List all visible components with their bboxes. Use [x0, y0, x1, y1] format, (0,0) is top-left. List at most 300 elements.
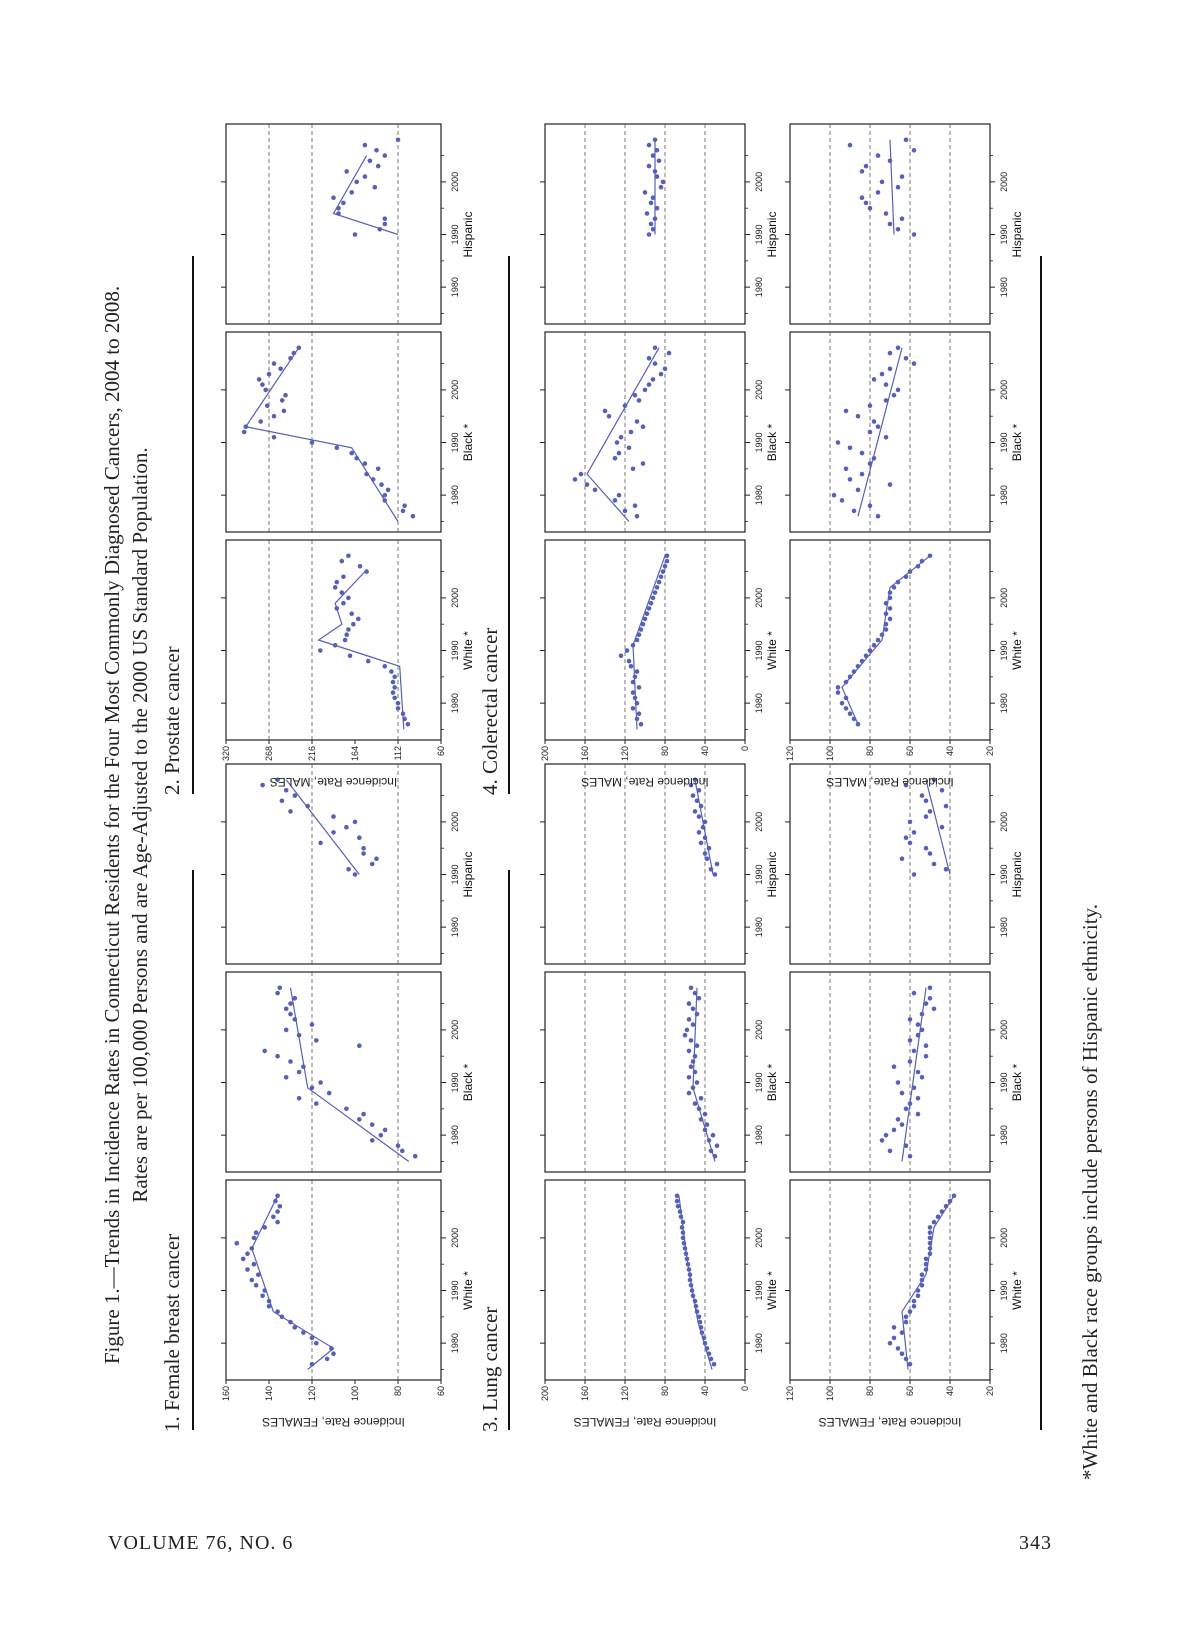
panel-label: White *: [765, 1271, 779, 1310]
panel-colo_f-1: [785, 972, 1024, 1172]
y-tick-label: 60: [436, 746, 446, 757]
data-point: [685, 1257, 690, 1262]
data-point: [844, 467, 849, 472]
data-point: [687, 1267, 692, 1272]
data-point: [916, 1096, 921, 1101]
data-point: [340, 590, 345, 595]
data-point: [336, 206, 341, 211]
data-point: [702, 1336, 707, 1341]
data-point: [836, 685, 841, 690]
data-point: [396, 706, 401, 711]
data-point: [593, 488, 598, 493]
data-point: [627, 659, 632, 664]
data-point: [698, 1320, 703, 1325]
data-point: [301, 1330, 306, 1335]
x-tick-label: 2000: [450, 1019, 460, 1040]
data-point: [880, 372, 885, 377]
data-point: [888, 351, 893, 356]
data-point: [364, 569, 369, 574]
data-point: [693, 1101, 698, 1106]
data-point: [354, 180, 359, 185]
data-point: [908, 1059, 913, 1064]
data-point: [868, 403, 873, 408]
data-point: [635, 701, 640, 706]
panel-breast-0: [221, 1180, 475, 1401]
trend-line: [319, 572, 404, 730]
panel-label: Black *: [765, 423, 779, 462]
data-point: [327, 1091, 332, 1096]
data-point: [908, 1038, 913, 1043]
data-point: [916, 1033, 921, 1038]
data-point: [633, 696, 638, 701]
panel-label: White *: [461, 1271, 475, 1310]
data-point: [647, 232, 652, 237]
panel-lung_f-2: [540, 764, 779, 964]
data-point: [374, 148, 379, 153]
panel-label: White *: [765, 631, 779, 670]
y-tick-label: 80: [865, 1386, 875, 1397]
data-point: [655, 148, 660, 153]
data-point: [250, 1246, 255, 1251]
data-point: [661, 180, 666, 185]
data-point: [892, 1064, 897, 1069]
y-tick-label: 164: [350, 746, 360, 762]
y-tick-label: 100: [825, 746, 835, 762]
data-point: [860, 472, 865, 477]
data-point: [383, 1128, 388, 1133]
y-axis-label: Incidence Rate, MALES: [581, 775, 709, 789]
data-point: [629, 664, 634, 669]
data-point: [647, 164, 652, 169]
data-point: [349, 451, 354, 456]
data-point: [366, 659, 371, 664]
data-point: [631, 690, 636, 695]
data-point: [928, 1246, 933, 1251]
data-point: [343, 638, 348, 643]
data-point: [693, 809, 698, 814]
data-point: [888, 159, 893, 164]
data-point: [928, 1225, 933, 1230]
panel-frame: [226, 972, 441, 1172]
data-point: [383, 493, 388, 498]
data-point: [254, 1283, 259, 1288]
data-point: [260, 382, 265, 387]
data-point: [346, 867, 351, 872]
data-point: [235, 1241, 240, 1246]
data-point: [908, 1309, 913, 1314]
y-axis-label: Incidence Rate, MALES: [826, 775, 954, 789]
data-point: [280, 799, 285, 804]
data-point: [707, 1138, 712, 1143]
data-point: [647, 143, 652, 148]
x-tick-label: 1990: [754, 1072, 764, 1093]
data-point: [631, 706, 636, 711]
data-point: [928, 1251, 933, 1256]
data-point: [912, 872, 917, 877]
data-point: [920, 1278, 925, 1283]
y-tick-label: 120: [307, 1386, 317, 1402]
data-point: [363, 143, 368, 148]
x-tick-label: 1990: [450, 224, 460, 245]
data-point: [916, 1294, 921, 1299]
data-point: [392, 675, 397, 680]
data-point: [884, 601, 889, 606]
data-point: [872, 643, 877, 648]
data-point: [603, 409, 608, 414]
group-title-colorectal: 4. Colerectal cancer: [478, 627, 502, 795]
data-point: [912, 1304, 917, 1309]
data-point: [711, 1133, 716, 1138]
figure-subtitle: Rates are per 100,000 Persons and are Age-Adjusted to the 2000 US Standard Population.: [128, 447, 152, 1203]
data-point: [888, 590, 893, 595]
data-point: [293, 793, 298, 798]
data-point: [346, 596, 351, 601]
data-point: [916, 1070, 921, 1075]
data-point: [868, 503, 873, 508]
panel-frame: [545, 1180, 745, 1380]
data-point: [314, 1101, 319, 1106]
trend-line: [926, 780, 950, 875]
data-point: [284, 1007, 289, 1012]
data-point: [647, 356, 652, 361]
data-point: [701, 825, 706, 830]
data-point: [585, 482, 590, 487]
data-point: [912, 1049, 917, 1054]
trend-line: [252, 1196, 334, 1370]
data-point: [932, 862, 937, 867]
x-tick-label: 2000: [754, 1227, 764, 1248]
data-point: [884, 622, 889, 627]
data-point: [699, 804, 704, 809]
panel-prostate-0: [221, 540, 475, 761]
data-point: [301, 1064, 306, 1069]
panel-lung_m-2: [540, 124, 779, 324]
y-tick-label: 0: [740, 1386, 750, 1392]
panel-frame: [790, 1180, 990, 1380]
data-point: [920, 1283, 925, 1288]
y-tick-label: 112: [393, 746, 403, 761]
data-point: [904, 835, 909, 840]
data-point: [651, 227, 656, 232]
data-point: [633, 503, 638, 508]
data-point: [368, 159, 373, 164]
data-point: [840, 701, 845, 706]
data-point: [643, 617, 648, 622]
data-point: [848, 477, 853, 482]
data-point: [297, 1096, 302, 1101]
data-point: [680, 1225, 685, 1230]
data-point: [892, 1128, 897, 1133]
x-tick-label: 1980: [754, 1333, 764, 1354]
data-point: [681, 1220, 686, 1225]
data-point: [363, 174, 368, 179]
data-point: [675, 1194, 680, 1199]
data-point: [687, 1049, 692, 1054]
data-point: [374, 856, 379, 861]
data-point: [686, 1262, 691, 1267]
page-number: 343: [1019, 1532, 1052, 1554]
data-point: [876, 638, 881, 643]
data-point: [383, 222, 388, 227]
data-point: [872, 456, 877, 461]
y-tick-label: 320: [221, 746, 231, 762]
data-point: [924, 1043, 929, 1048]
data-point: [694, 1304, 699, 1309]
data-point: [900, 1351, 905, 1356]
y-tick-label: 100: [825, 1386, 835, 1402]
data-point: [244, 424, 249, 429]
data-point: [689, 1064, 694, 1069]
data-point: [888, 367, 893, 372]
x-tick-label: 1980: [450, 693, 460, 714]
data-point: [844, 680, 849, 685]
data-point: [709, 1149, 714, 1154]
data-point: [379, 482, 384, 487]
x-tick-label: 1980: [450, 277, 460, 298]
data-point: [687, 1075, 692, 1080]
data-point: [331, 1351, 336, 1356]
data-point: [912, 830, 917, 835]
data-point: [252, 1262, 257, 1267]
data-point: [884, 211, 889, 216]
data-point: [896, 388, 901, 393]
data-point: [904, 575, 909, 580]
data-point: [699, 1117, 704, 1122]
data-point: [840, 498, 845, 503]
data-point: [920, 1012, 925, 1017]
data-point: [844, 409, 849, 414]
data-point: [341, 201, 346, 206]
data-point: [936, 1215, 941, 1220]
data-point: [705, 856, 710, 861]
chart-colo_f: [785, 764, 1024, 1429]
data-point: [310, 1086, 315, 1091]
data-point: [663, 367, 668, 372]
data-point: [401, 711, 406, 716]
data-point: [353, 872, 358, 877]
data-point: [361, 851, 366, 856]
data-point: [358, 564, 363, 569]
data-point: [700, 1330, 705, 1335]
data-point: [908, 841, 913, 846]
data-point: [695, 799, 700, 804]
data-point: [892, 1336, 897, 1341]
data-point: [693, 1054, 698, 1059]
panel-breast-2: [221, 764, 475, 964]
data-point: [892, 393, 897, 398]
x-tick-label: 2000: [754, 379, 764, 400]
data-point: [691, 1294, 696, 1299]
data-point: [868, 461, 873, 466]
data-point: [848, 711, 853, 716]
data-point: [245, 1251, 250, 1256]
data-point: [712, 1362, 717, 1367]
trend-line: [890, 140, 894, 235]
x-tick-label: 2000: [999, 1227, 1009, 1248]
data-point: [631, 680, 636, 685]
panel-label: Black *: [765, 1063, 779, 1102]
data-point: [396, 701, 401, 706]
data-point: [370, 1138, 375, 1143]
data-point: [661, 569, 666, 574]
data-point: [329, 1346, 334, 1351]
data-point: [331, 195, 336, 200]
panel-label: Hispanic: [765, 211, 779, 258]
data-point: [310, 440, 315, 445]
data-point: [263, 388, 268, 393]
data-point: [689, 1283, 694, 1288]
panel-label: Hispanic: [461, 851, 475, 898]
data-point: [655, 585, 660, 590]
x-tick-label: 1990: [450, 1280, 460, 1301]
data-point: [657, 580, 662, 585]
x-tick-label: 2000: [999, 587, 1009, 608]
data-point: [242, 430, 247, 435]
data-point: [637, 398, 642, 403]
data-point: [691, 1022, 696, 1027]
data-point: [697, 830, 702, 835]
data-point: [383, 664, 388, 669]
data-point: [370, 1122, 375, 1127]
data-point: [880, 1138, 885, 1143]
data-point: [400, 1149, 405, 1154]
data-point: [699, 1325, 704, 1330]
data-point: [896, 1080, 901, 1085]
data-point: [685, 1028, 690, 1033]
data-point: [310, 1022, 315, 1027]
data-point: [848, 446, 853, 451]
data-point: [888, 1149, 893, 1154]
data-point: [695, 1043, 700, 1048]
data-point: [856, 488, 861, 493]
x-tick-label: 1980: [450, 917, 460, 938]
data-point: [707, 1351, 712, 1356]
data-point: [848, 675, 853, 680]
data-point: [924, 1054, 929, 1059]
data-point: [335, 580, 340, 585]
data-point: [860, 659, 865, 664]
x-tick-label: 1980: [754, 917, 764, 938]
group-title-prostate: 2. Prostate cancer: [160, 646, 184, 795]
data-point: [635, 669, 640, 674]
data-point: [275, 1309, 280, 1314]
data-point: [920, 1272, 925, 1277]
panel-frame: [790, 332, 990, 532]
x-tick-label: 1980: [754, 1125, 764, 1146]
data-point: [687, 1017, 692, 1022]
data-point: [715, 862, 720, 867]
y-tick-label: 40: [945, 1386, 955, 1397]
data-point: [625, 648, 630, 653]
data-point: [697, 996, 702, 1001]
chart-lung_f: [540, 764, 779, 1429]
data-point: [860, 169, 865, 174]
x-tick-label: 1990: [450, 864, 460, 885]
data-point: [318, 648, 323, 653]
data-point: [928, 809, 933, 814]
data-point: [860, 451, 865, 456]
data-point: [402, 503, 407, 508]
data-point: [940, 1209, 945, 1214]
y-axis-label: Incidence Rate, FEMALES: [573, 1415, 717, 1429]
data-point: [864, 654, 869, 659]
data-point: [888, 606, 893, 611]
data-point: [267, 372, 272, 377]
data-point: [900, 216, 905, 221]
data-point: [872, 377, 877, 382]
data-point: [354, 456, 359, 461]
data-point: [310, 1336, 315, 1341]
x-tick-label: 1980: [450, 1333, 460, 1354]
x-tick-label: 1980: [450, 485, 460, 506]
data-point: [904, 138, 909, 143]
data-point: [631, 467, 636, 472]
data-point: [900, 174, 905, 179]
data-point: [912, 232, 917, 237]
data-point: [262, 1049, 267, 1054]
data-point: [888, 1341, 893, 1346]
data-point: [924, 846, 929, 851]
data-point: [912, 1299, 917, 1304]
data-point: [948, 1199, 953, 1204]
y-tick-label: 200: [540, 746, 550, 762]
data-point: [344, 169, 349, 174]
data-point: [699, 841, 704, 846]
data-point: [333, 643, 338, 648]
data-point: [832, 493, 837, 498]
data-point: [635, 638, 640, 643]
data-point: [573, 477, 578, 482]
data-point: [647, 606, 652, 611]
data-point: [904, 1143, 909, 1148]
data-point: [904, 1357, 909, 1362]
data-point: [349, 190, 354, 195]
data-point: [258, 419, 263, 424]
data-point: [651, 377, 656, 382]
data-point: [896, 185, 901, 190]
data-point: [284, 1075, 289, 1080]
data-point: [653, 216, 658, 221]
x-tick-label: 1990: [754, 224, 764, 245]
data-point: [272, 414, 277, 419]
data-point: [645, 611, 650, 616]
data-point: [635, 717, 640, 722]
data-point: [641, 424, 646, 429]
panel-label: Hispanic: [765, 851, 779, 898]
data-point: [682, 1241, 687, 1246]
data-point: [284, 1028, 289, 1033]
data-point: [703, 1341, 708, 1346]
data-point: [348, 654, 353, 659]
data-point: [896, 227, 901, 232]
y-tick-label: 40: [700, 1386, 710, 1397]
data-point: [703, 851, 708, 856]
data-point: [876, 424, 881, 429]
panel-frame: [226, 1180, 441, 1380]
trend-line: [334, 156, 399, 235]
data-point: [396, 1143, 401, 1148]
data-point: [655, 206, 660, 211]
data-point: [699, 1096, 704, 1101]
data-point: [687, 1001, 692, 1006]
data-point: [884, 435, 889, 440]
data-point: [262, 1288, 267, 1293]
data-point: [944, 1204, 949, 1209]
y-tick-label: 160: [580, 1386, 590, 1402]
data-point: [679, 1215, 684, 1220]
data-point: [904, 1107, 909, 1112]
data-point: [260, 783, 265, 788]
